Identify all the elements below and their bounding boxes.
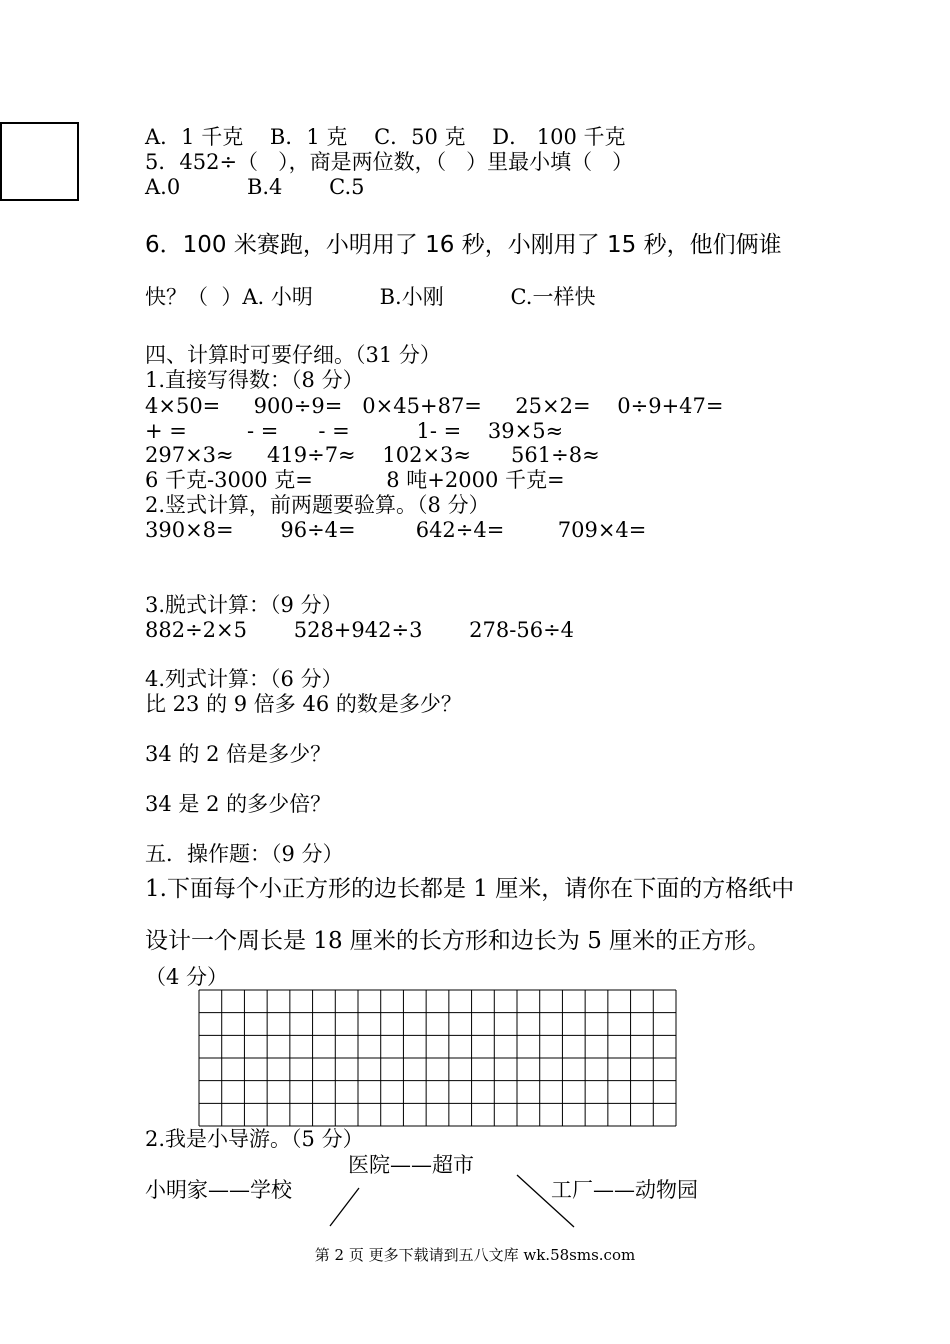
section5-part1-line2: 设计一个周长是 18 厘米的长方形和边长为 5 厘米的正方形。 [145, 928, 771, 954]
section4-part1-row2: + = - = - = 1- = 39×5≈ [145, 419, 564, 443]
section4-part4-q2: 34 的 2 倍是多少？ [145, 742, 332, 766]
q5-stem: 5．452÷（ ），商是两位数，（ ）里最小填（ ） [145, 150, 634, 174]
section4-part1-title: 1.直接写得数：（8 分） [145, 368, 364, 392]
section4-title: 四、计算时可要仔细。（31 分） [145, 343, 441, 367]
section4-part4-title: 4.列式计算：（6 分） [145, 667, 343, 691]
map-home-school: 小明家——学校 [145, 1178, 292, 1202]
section5-part1-score: （4 分） [145, 965, 229, 989]
section4-part4-q1: 比 23 的 9 倍多 46 的数是多少？ [145, 692, 462, 716]
map-factory-zoo: 工厂——动物园 [551, 1178, 698, 1202]
section5-title: 五．操作题：（9 分） [145, 842, 344, 866]
q3-options: A．1 千克 B．1 克 C．50 克 D． 100 千克 [145, 125, 626, 149]
q6-line1: 6．100 米赛跑，小明用了 16 秒，小刚用了 15 秒，他们俩谁 [145, 232, 782, 258]
section5-part1-line1: 1.下面每个小正方形的边长都是 1 厘米，请你在下面的方格纸中 [145, 876, 795, 902]
section4-part3-row: 882÷2×5 528+942÷3 278-56÷4 [145, 618, 575, 642]
square-grid-paper[interactable] [199, 990, 676, 1126]
section4-part2-row: 390×8= 96÷4= 642÷4= 709×4= [145, 518, 647, 542]
page-footer: 第 2 页 更多下载请到五八文库 wk.58sms.com [314, 1246, 636, 1264]
map-line-left [330, 1188, 359, 1226]
section4-part2-title: 2.竖式计算，前两题要验算。（8 分） [145, 493, 490, 517]
section4-part1-row3: 297×3≈ 419÷7≈ 102×3≈ 561÷8≈ [145, 443, 600, 467]
section5-part2-title: 2.我是小导游。（5 分） [145, 1127, 364, 1151]
section4-part1-row4: 6 千克-3000 克= 8 吨+2000 千克= [145, 468, 565, 492]
section4-part1-row1: 4×50= 900÷9= 0×45+87= 25×2= 0÷9+47= [145, 394, 724, 418]
map-hospital-market: 医院——超市 [348, 1153, 474, 1177]
q6-line2: 快？（ ）A. 小明 B.小刚 C.一样快 [145, 285, 596, 309]
section4-part4-q3: 34 是 2 的多少倍？ [145, 792, 332, 816]
section4-part3-title: 3.脱式计算：（9 分） [145, 593, 343, 617]
q5-options: A.0 B.4 C.5 [145, 175, 365, 199]
